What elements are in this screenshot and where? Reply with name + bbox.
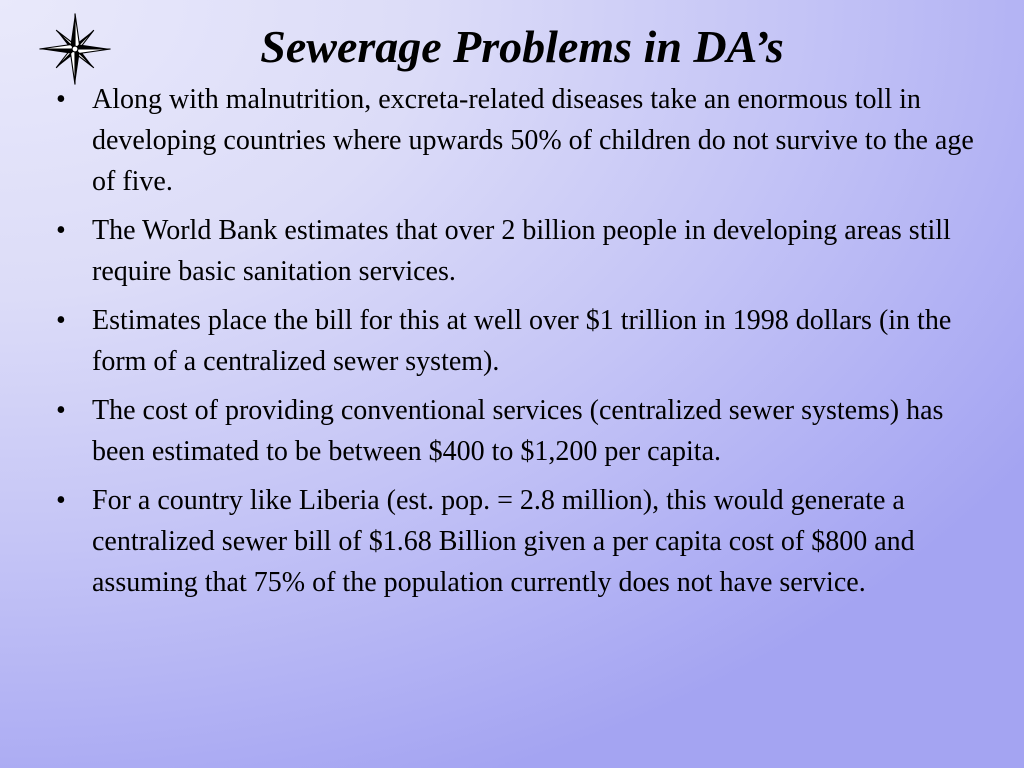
- bullet-text: Estimates place the bill for this at well over $1 trillion in 1998 dollars (in the form of a centralized sewer system).: [92, 305, 952, 377]
- bullet-marker: •: [56, 84, 66, 115]
- bullet-text: The World Bank estimates that over 2 billion people in developing areas still require basic sanitation services.: [92, 215, 951, 287]
- bullet-item: [56, 480, 976, 603]
- bullet-marker: •: [56, 215, 66, 246]
- bullet-text: Along with malnutrition, excreta-related diseases take an enormous toll in developing countries where upwards 50% of children do not survive to the age of five.: [92, 84, 974, 197]
- bullet-text: The cost of providing conventional services (centralized sewer systems) has been estimated to be between $400 to $1,200 per capita.: [92, 395, 944, 467]
- bullet-item: [56, 390, 976, 472]
- slide-title: Sewerage Problems in DA’s: [260, 21, 784, 72]
- bullet-marker: •: [56, 305, 66, 336]
- bullet-item: [56, 79, 976, 202]
- bullet-marker: •: [56, 395, 66, 426]
- bullet-marker: •: [56, 485, 66, 516]
- bullet-item: [56, 300, 976, 382]
- bullet-text: For a country like Liberia (est. pop. = 2.8 million), this would generate a centralized sewer bill of $1.68 Billion given a per capita cost of $800 and assuming that 75% of the population currently does not have service.: [92, 485, 915, 598]
- bullet-list: [56, 79, 976, 611]
- bullet-item: [56, 210, 976, 292]
